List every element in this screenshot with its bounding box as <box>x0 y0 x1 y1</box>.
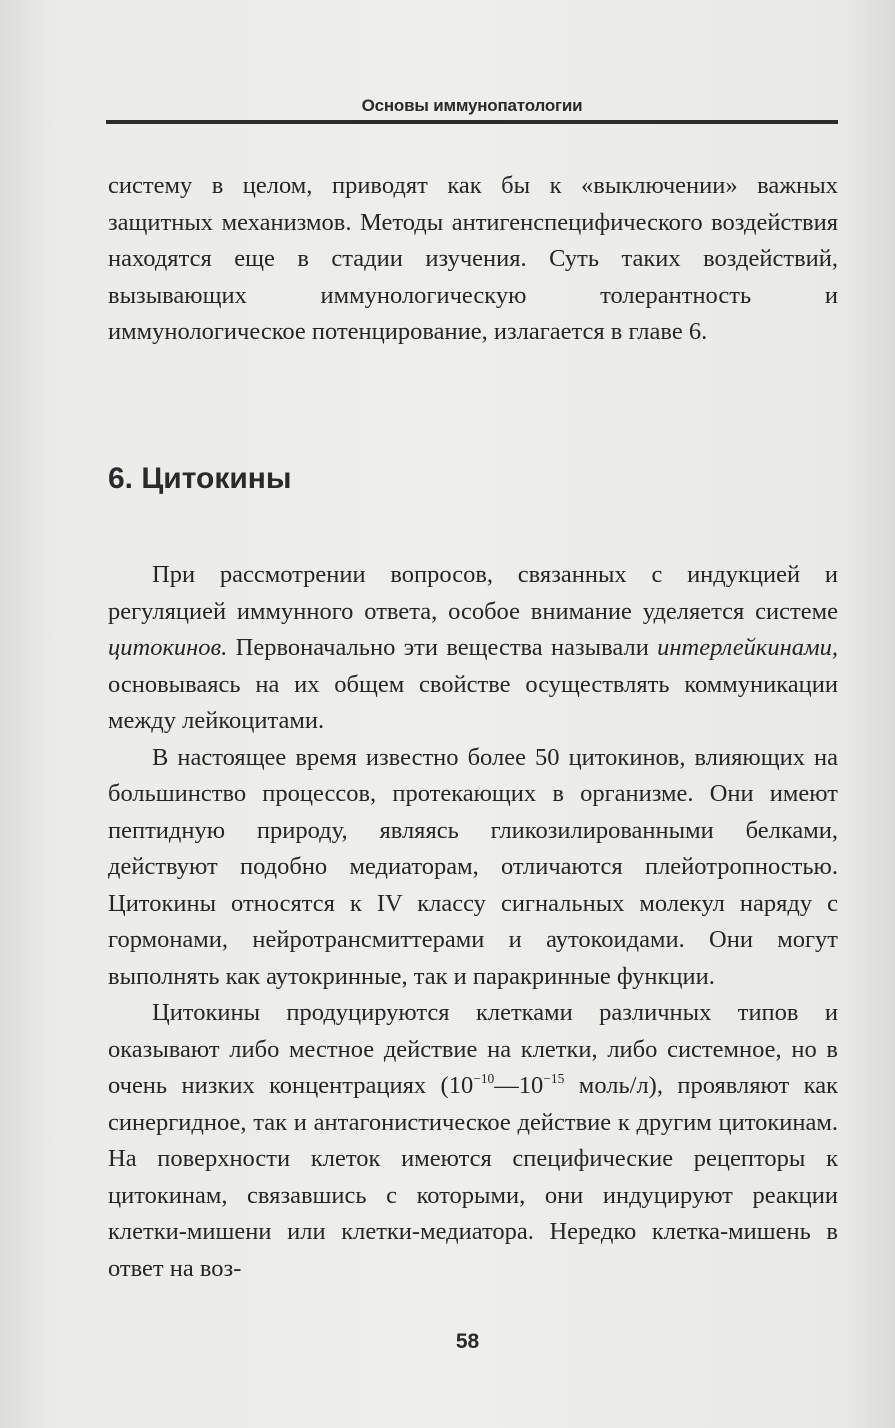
p3-exponent-1: −10 <box>473 1070 495 1086</box>
intro-paragraph-block <box>108 168 838 351</box>
page-number: 58 <box>455 1330 480 1353</box>
section-heading: 6. Цитокины <box>108 462 292 495</box>
p1-term-cytokines: цитокинов. <box>108 634 228 661</box>
p3-text-c: моль/л), проявляют как синергидное, так и антагонистическое действие к другим цитокинам. На поверхности клеток имеются специфические рецепторы к цитокинам, связавшись с которыми, они индуцируют реакции клетки-мишени или клетки-медиатора. Нередко клетка-мишень в ответ на воз- <box>108 1072 838 1282</box>
p1-text-e: основываясь на их общем свойстве осуществлять коммуникации между лейкоцитами. <box>108 670 838 734</box>
paragraph-1 <box>108 557 838 740</box>
p1-text-c: Первоначально эти вещества называли <box>227 634 658 661</box>
p3-exponent-2: −15 <box>543 1070 565 1086</box>
intro-paragraph: систему в целом, приводят как бы к «выключении» важных защитных механизмов. Методы антигенспецифического воздействия находятся еще в стадии изучения. Суть таких воздействий, вызывающих иммунологическую толерантность и иммунологическое потенцирование, излагается в главе 6. <box>108 172 838 345</box>
p3-text-a: Цитокины продуцируются клетками различных типов и оказывают либо местное действие на клетки, либо системное, но в очень низких концентрациях (10 <box>108 999 838 1099</box>
paragraph-3 <box>108 995 838 1287</box>
section-body <box>108 557 838 1287</box>
paragraph-2: В настоящее время известно более 50 цитокинов, влияющих на большинство процессов, протекающих в организме. Они имеют пептидную природу, являясь гликозилированными белками, действуют подобно медиаторам, отличаются плейотропностью. Цитокины относятся к IV классу сигнальных молекул наряду с гормонами, нейротрансмиттерами и аутокоидами. Они могут выполнять как аутокринные, так и паракринные функции. <box>108 743 838 990</box>
p3-text-b: —10 <box>494 1072 544 1099</box>
running-header: Основы иммунопатологии <box>361 96 583 115</box>
p1-term-interleukins: интерлейкинами, <box>657 634 838 661</box>
header-rule <box>106 120 838 124</box>
p1-text-a: При рассмотрении вопросов, связанных с индукцией и регуляцией иммунного ответа, особое внимание уделяется системе <box>108 561 838 625</box>
